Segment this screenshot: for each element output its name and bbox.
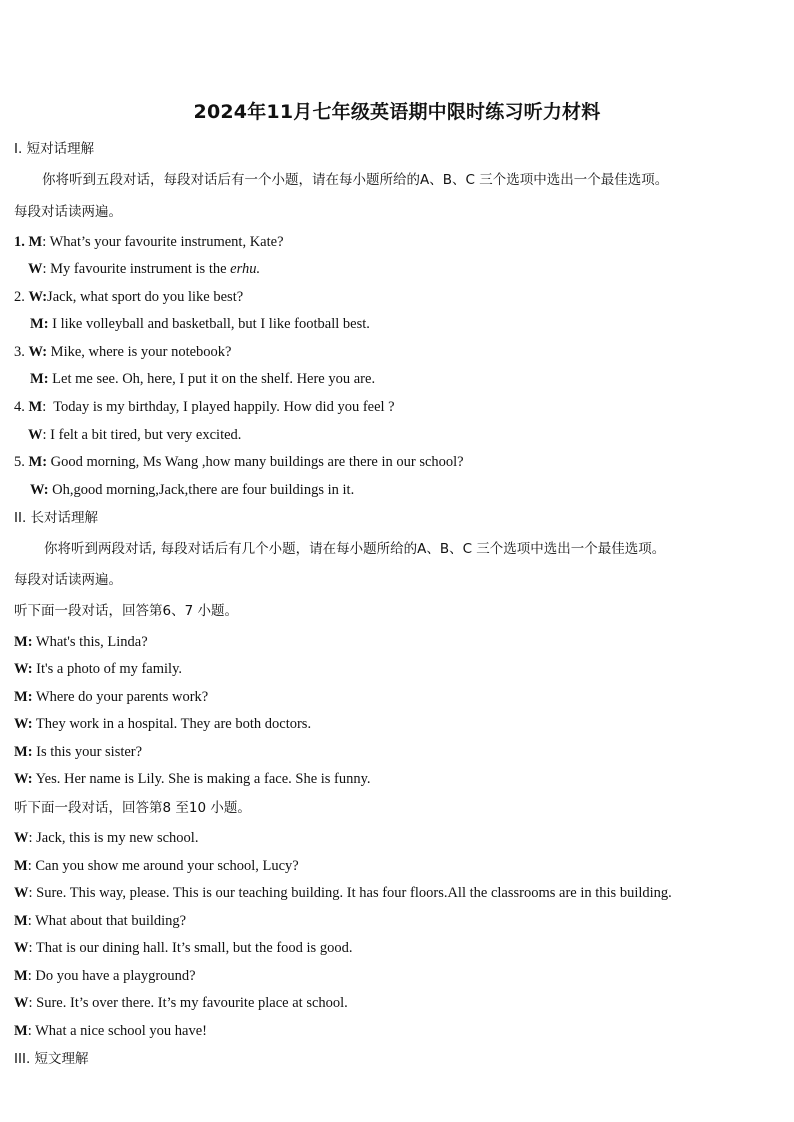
speaker-label: W [14,661,28,677]
part-1-intro: 听下面一段对话，回答第6、7 小题。 [14,603,238,619]
dialogue-line [14,233,284,251]
dialogue-text: Is this your sister? [32,744,143,760]
dialogue-line [14,660,182,678]
dialogue-text-italic: erhu. [230,261,261,277]
section-2-instruction-line-2: 每段对话读两遍。 [14,572,122,588]
speaker-label: W [14,830,29,846]
speaker-label: W [30,482,44,498]
dialogue-text: Good morning, Ms Wang ,how many buildings are there in our school? [47,454,464,470]
question-number: 1. [14,234,25,250]
dialogue-text: Sure. It’s over there. It’s my favourite place at school. [32,995,348,1011]
speaker-separator: : [27,716,33,732]
speaker-separator: : [42,234,47,250]
dialogue-text: Jack, this is my new school. [32,830,199,846]
speaker-label: W [14,995,29,1011]
dialogue-text: Today is my birthday, I played happily. How did you feel ? [46,399,395,415]
speaker-label: W [28,261,43,277]
speaker-separator: : [27,744,33,760]
dialogue-text: I felt a bit tired, but very excited. [46,427,242,443]
part-2-intro: 听下面一段对话，回答第8 至10 小题。 [14,800,251,816]
dialogue-text: Can you show me around your school, Lucy? [31,858,299,874]
speaker-separator: : [27,1023,32,1039]
dialogue-text: They work in a hospital. They are both doctors. [32,716,312,732]
dialogue-line [28,426,241,444]
section-1-heading: I. 短对话理解 [14,141,95,157]
speaker-separator: : [27,634,33,650]
section-2-instruction-line-1: 你将听到两段对话, 每段对话后有几个小题，请在每小题所给的A、B、C 三个选项中选出一个最佳选项。 [44,541,666,557]
dialogue-text: I like volleyball and basketball, but I like football best. [48,316,370,332]
speaker-separator: : [42,344,48,360]
speaker-label: M [30,371,44,387]
dialogue-line [14,857,299,875]
speaker-label: M [14,634,28,650]
speaker-label: M [28,454,43,470]
speaker-separator: : [42,454,48,470]
speaker-label: M [30,316,44,332]
speaker-separator: : [27,968,32,984]
dialogue-line [14,939,352,957]
speaker-label: M [28,399,43,415]
speaker-label: M [14,968,28,984]
dialogue-text: It's a photo of my family. [32,661,183,677]
question-number: 5. [14,454,25,470]
speaker-separator: : [42,261,47,277]
speaker-separator: : [27,913,32,929]
section-1-instruction-line-2: 每段对话读两遍。 [14,204,122,220]
section-3-heading: III. 短文理解 [14,1051,89,1067]
dialogue-text: What a nice school you have! [31,1023,208,1039]
dialogue-line [14,343,231,361]
speaker-separator: : [27,689,33,705]
speaker-separator: : [27,661,33,677]
dialogue-line [14,743,142,761]
dialogue-line [30,315,370,333]
dialogue-text: Jack, what sport do you like best? [47,289,244,305]
dialogue-text: Sure. This way, please. This is our teaching building. It has four floors.All the classrooms are in this building. [32,885,672,901]
dialogue-text: Where do your parents work? [32,689,209,705]
dialogue-line [30,481,354,499]
dialogue-line [14,829,198,847]
dialogue-line [28,260,260,278]
speaker-separator: : [43,316,49,332]
speaker-separator: : [28,885,33,901]
speaker-label: M [14,858,28,874]
dialogue-line [14,633,148,651]
dialogue-line [14,994,348,1012]
dialogue-text: Let me see. Oh, here, I put it on the shelf. Here you are. [48,371,376,387]
question-number: 2. [14,289,25,305]
speaker-label: W [28,344,43,360]
speaker-separator: : [28,830,33,846]
speaker-separator: : [27,771,33,787]
speaker-label: M [14,689,28,705]
dialogue-text: What’s your favourite instrument, Kate? [46,234,284,250]
dialogue-line [14,967,196,985]
question-number: 3. [14,344,25,360]
speaker-separator: : [42,427,47,443]
speaker-label: M [14,1023,28,1039]
dialogue-line [14,288,243,306]
dialogue-line [14,884,672,902]
speaker-separator: : [43,371,49,387]
speaker-label: W [14,771,28,787]
dialogue-text: What about that building? [31,913,187,929]
speaker-label: W [14,940,29,956]
dialogue-line [14,1022,207,1040]
dialogue-text: Oh,good morning,Jack,there are four buildings in it. [48,482,355,498]
speaker-label: W [28,427,43,443]
speaker-separator: : [42,289,48,305]
speaker-separator: : [42,399,47,415]
speaker-label: M [14,913,28,929]
section-1-instruction-line-1: 你将听到五段对话，每段对话后有一个小题，请在每小题所给的A、B、C 三个选项中选出一个最佳选项。 [42,172,669,188]
speaker-label: W [14,716,28,732]
dialogue-line [14,770,371,788]
dialogue-line [30,370,375,388]
dialogue-text: Yes. Her name is Lily. She is making a face. She is funny. [32,771,371,787]
speaker-label: M [28,234,43,250]
speaker-label: W [28,289,43,305]
dialogue-text: Mike, where is your notebook? [47,344,232,360]
speaker-separator: : [43,482,49,498]
dialogue-line [14,688,208,706]
section-2-heading: II. 长对话理解 [14,510,99,526]
dialogue-text: My favourite instrument is the [46,261,231,277]
dialogue-line [14,453,464,471]
question-number: 4. [14,399,25,415]
speaker-label: W [14,885,29,901]
speaker-separator: : [28,995,33,1011]
speaker-separator: : [27,858,32,874]
page-title: 2024年11月七年级英语期中限时练习听力材料 [193,101,601,123]
speaker-separator: : [28,940,33,956]
speaker-label: M [14,744,28,760]
dialogue-line [14,912,186,930]
dialogue-text: What's this, Linda? [32,634,148,650]
dialogue-line [14,398,395,416]
dialogue-text: Do you have a playground? [31,968,196,984]
dialogue-line [14,715,311,733]
dialogue-text: That is our dining hall. It’s small, but the food is good. [32,940,353,956]
